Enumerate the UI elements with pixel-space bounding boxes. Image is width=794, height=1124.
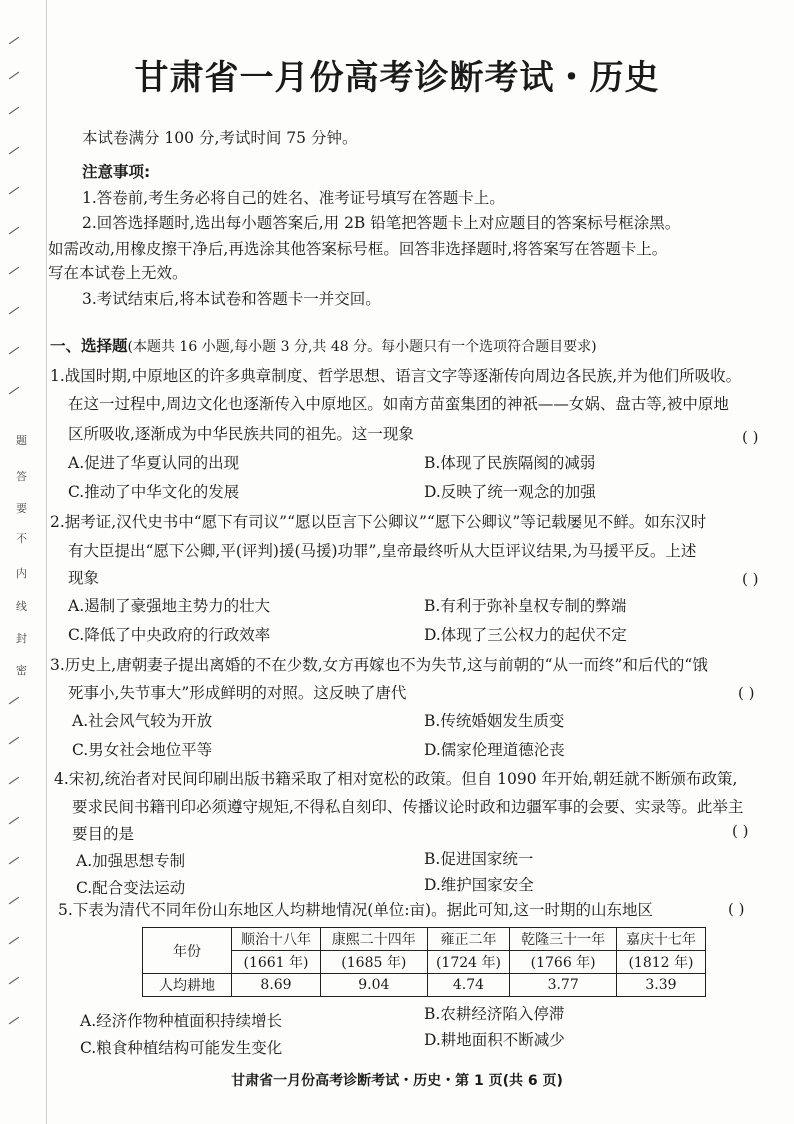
question-4-option-d: D.维护国家安全	[424, 876, 534, 894]
question-2-option-c: C.降低了中央政府的行政效率	[68, 626, 271, 644]
margin-tick	[9, 307, 19, 315]
margin-tick	[9, 227, 19, 235]
margin-tick	[9, 857, 19, 865]
question-2-stem: 2.据考证,汉代史书中“愿下有司议”“愿以臣言下公卿议”“愿下公卿议”等记载屡见不鲜。如东汉时	[50, 513, 707, 531]
answer-paren: ( )	[742, 428, 759, 446]
question-2-option-a: A.遏制了豪强地主势力的壮大	[68, 597, 271, 615]
question-3-stem: 死事小,失节事大”形成鲜明的对照。这反映了唐代	[68, 684, 407, 702]
question-4-stem: 要目的是	[72, 825, 135, 843]
question-2-stem: 有大臣提出“愿下公卿,平(评判)援(马援)功罪”,皇帝最终听从大臣评议结果,为马援平反。上述	[68, 542, 697, 560]
margin-tick	[9, 697, 19, 705]
table-cell-reign: 康熙二十四年	[321, 928, 428, 951]
question-1-stem: 在这一过程中,周边文化也逐渐传入中原地区。如南方苗蛮集团的神祇——女娲、盘古等,被中原地	[68, 395, 729, 413]
margin-char: 封	[16, 632, 27, 645]
note-item: 3.考试结束后,将本试卷和答题卡一并交回。	[82, 290, 381, 308]
answer-paren: ( )	[742, 570, 759, 588]
table-cell-year: (1724 年)	[427, 951, 510, 974]
margin-tick	[9, 107, 19, 115]
page-title: 甘肃省一月份高考诊断考试・历史	[134, 58, 660, 98]
question-1-option-c: C.推动了中华文化的发展	[68, 483, 240, 501]
answer-paren: ( )	[732, 822, 749, 840]
page-footer: 甘肃省一月份高考诊断考试・历史・第 1 页(共 6 页)	[231, 1073, 563, 1089]
margin-tick	[9, 977, 19, 985]
question-5-stem: 5.下表为清代不同年份山东地区人均耕地情况(单位:亩)。据此可知,这一时期的山东地区	[58, 901, 654, 919]
question-4-stem: 要求民间书籍刊印必须遵守规矩,不得私自刻印、传播议论时政和边疆军事的会要、实录等。此举主	[72, 798, 744, 816]
table-header-farmland: 人均耕地	[143, 974, 232, 997]
farmland-table	[142, 927, 706, 997]
question-3-option-d: D.儒家伦理道德沦丧	[424, 741, 565, 759]
table-cell-reign: 嘉庆十七年	[616, 928, 705, 951]
answer-paren: ( )	[728, 900, 745, 918]
margin-tick	[9, 817, 19, 825]
question-4-option-a: A.加强思想专制	[76, 852, 186, 870]
margin-char: 要	[16, 502, 27, 515]
table-cell-value: 3.77	[510, 974, 617, 997]
margin-tick	[9, 737, 19, 745]
question-3-option-b: B.传统婚姻发生质变	[424, 712, 565, 730]
table-row-farmland	[143, 974, 706, 997]
table-cell-year: (1685 年)	[321, 951, 428, 974]
question-3-stem: 3.历史上,唐朝妻子提出离婚的不在少数,女方再嫁也不为失节,这与前朝的“从一而终”和后代的“饿	[50, 656, 708, 674]
answer-paren: ( )	[738, 684, 755, 702]
question-4-option-c: C.配合变法运动	[76, 879, 186, 897]
table-cell-reign: 顺治十八年	[232, 928, 321, 951]
table-cell-year: (1812 年)	[616, 951, 705, 974]
table-cell-reign: 乾隆三十一年	[510, 928, 617, 951]
question-2-option-b: B.有利于弥补皇权专制的弊端	[424, 597, 627, 615]
margin-char: 不	[16, 532, 27, 545]
question-1-option-b: B.体现了民族隔阂的减弱	[424, 454, 596, 472]
margin-tick	[9, 1017, 19, 1025]
margin-tick	[9, 147, 19, 155]
margin-tick	[9, 267, 19, 275]
question-4-stem: 4.宋初,统治者对民间印刷出版书籍采取了相对宽松的政策。但自 1090 年开始,朝廷就不断颁布政策,	[54, 770, 738, 788]
margin-char: 答	[16, 470, 27, 483]
question-2-stem: 现象	[68, 569, 100, 587]
question-1-stem: 区所吸收,逐渐成为中华民族共同的祖先。这一现象	[68, 425, 414, 443]
question-2-option-d: D.体现了三公权力的起伏不定	[424, 626, 627, 644]
section-note: (本题共 16 小题,每小题 3 分,共 48 分。每小题只有一个选项符合题目要求)	[127, 339, 597, 355]
question-4-option-b: B.促进国家统一	[424, 850, 534, 868]
question-5-option-b: B.农耕经济陷入停滞	[424, 1005, 565, 1023]
table-cell-value: 4.74	[427, 974, 510, 997]
margin-tick	[9, 37, 19, 45]
question-5-option-a: A.经济作物种植面积持续增长	[80, 1012, 283, 1030]
margin-tick	[9, 937, 19, 945]
note-item: 2.回答选择题时,选出每小题答案后,用 2B 铅笔把答题卡上对应题目的答案标号框涂黑。	[82, 214, 681, 232]
margin-char: 密	[16, 664, 27, 677]
binding-margin	[0, 0, 47, 1124]
table-cell-year: (1766 年)	[510, 951, 617, 974]
margin-tick	[9, 897, 19, 905]
table-row-year	[143, 928, 706, 951]
margin-char: 题	[16, 434, 27, 447]
margin-tick	[9, 187, 19, 195]
section-heading	[50, 336, 597, 357]
question-1-stem: 1.战国时期,中原地区的许多典章制度、哲学思想、语言文字等逐渐传向周边各民族,并为他们所吸收。	[50, 367, 742, 385]
margin-tick	[9, 777, 19, 785]
note-item: 写在本试卷上无效。	[48, 264, 188, 282]
section-title: 一、选择题	[50, 337, 128, 355]
intro-line: 本试卷满分 100 分,考试时间 75 分钟。	[82, 129, 358, 147]
margin-char: 内	[16, 567, 27, 580]
question-1-option-a: A.促进了华夏认同的出现	[68, 454, 240, 472]
question-1-option-d: D.反映了统一观念的加强	[424, 483, 596, 501]
question-3-option-a: A.社会风气较为开放	[72, 712, 213, 730]
question-5-option-d: D.耕地面积不断减少	[424, 1031, 565, 1049]
table-cell-value: 8.69	[232, 974, 321, 997]
note-item: 1.答卷前,考生务必将自己的姓名、准考证号填写在答题卡上。	[82, 189, 505, 207]
margin-tick	[9, 387, 19, 395]
table-cell-reign: 雍正二年	[427, 928, 510, 951]
table-cell-year: (1661 年)	[232, 951, 321, 974]
margin-tick	[9, 347, 19, 355]
table-header-year: 年份	[143, 928, 232, 974]
margin-char: 线	[16, 600, 27, 613]
note-item: 如需改动,用橡皮擦干净后,再选涂其他答案标号框。回答非选择题时,将答案写在答题卡上。	[48, 240, 668, 258]
question-3-option-c: C.男女社会地位平等	[72, 741, 213, 759]
question-5-option-c: C.粮食种植结构可能发生变化	[80, 1039, 283, 1057]
notes-heading: 注意事项:	[82, 163, 151, 181]
table-cell-value: 9.04	[321, 974, 428, 997]
table-cell-value: 3.39	[616, 974, 705, 997]
